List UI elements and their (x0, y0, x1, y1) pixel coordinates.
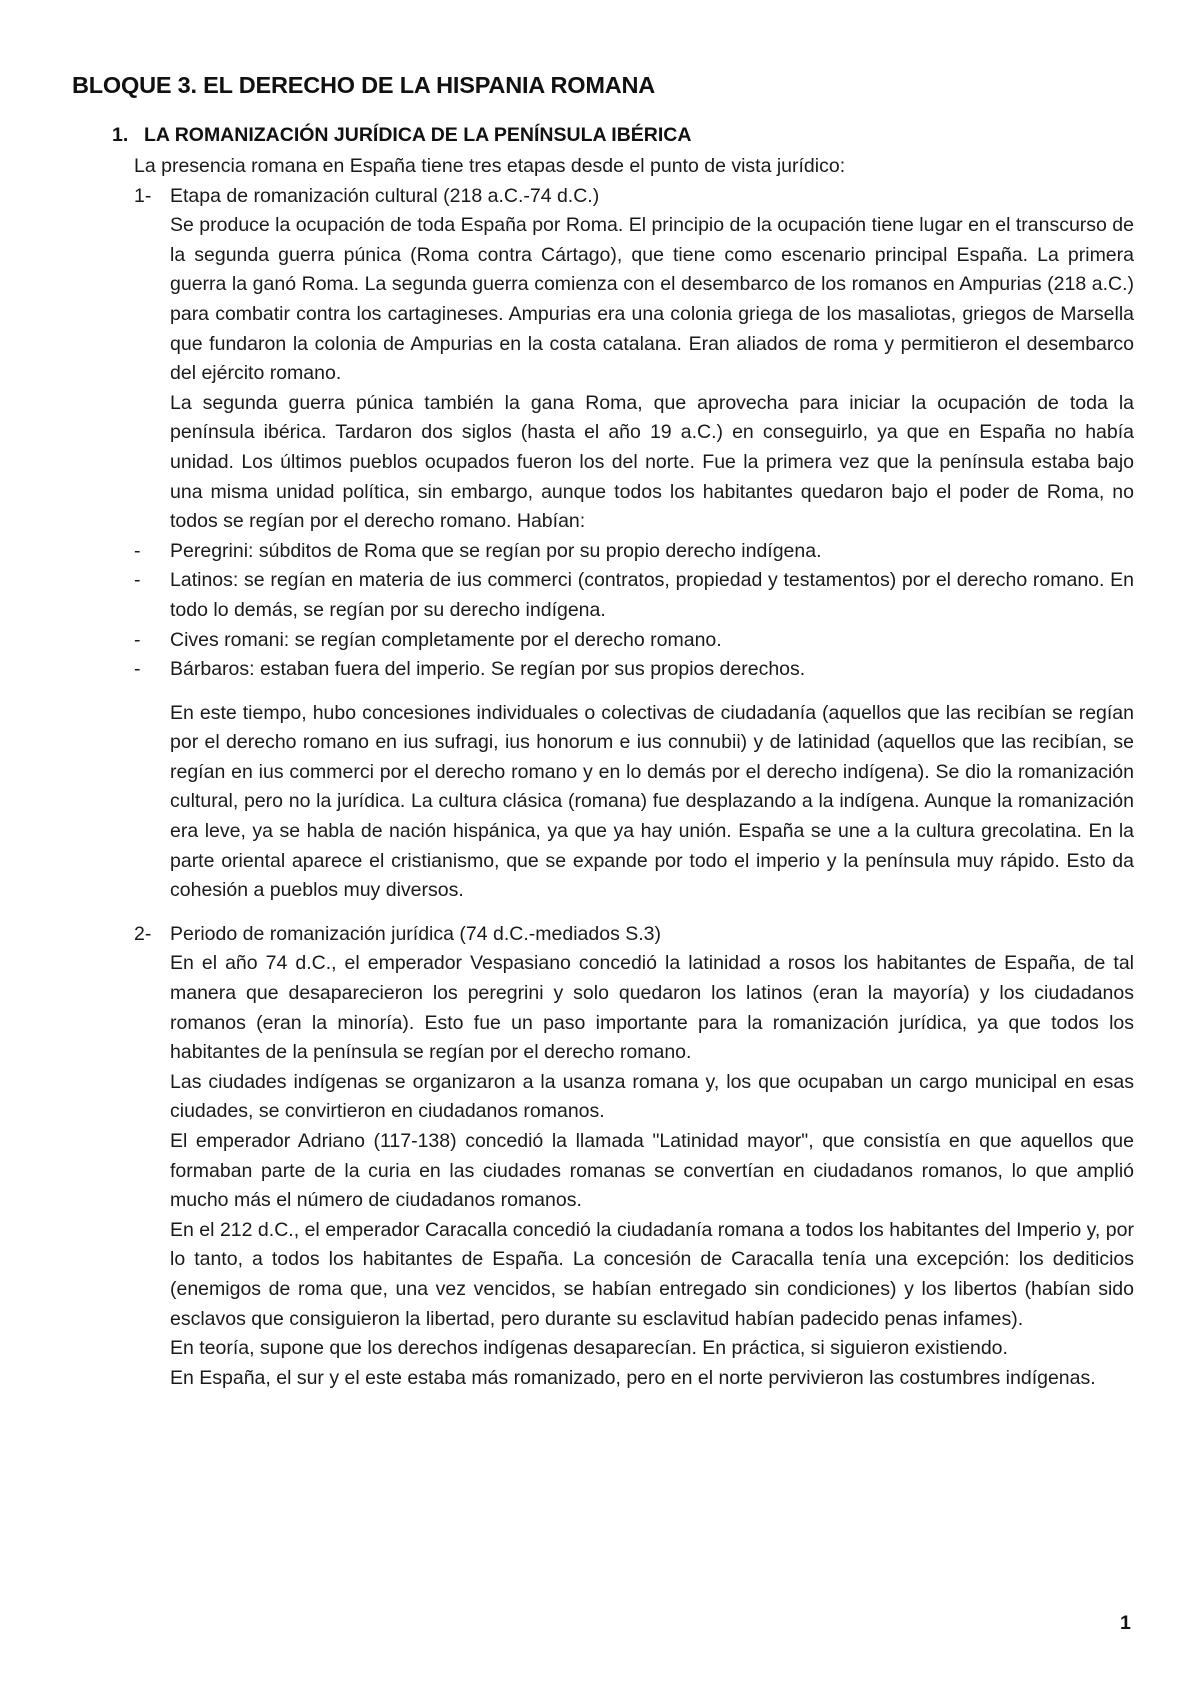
stage-1-heading: Etapa de romanización cultural (218 a.C.-74 d.C.) (170, 184, 600, 207)
stage-2 (134, 920, 1134, 1394)
document-title: BLOQUE 3. EL DERECHO DE LA HISPANIA ROMANA (72, 72, 656, 98)
stage-1-paragraph-3: En este tiempo, hubo concesiones individuales o colectivas de ciudadanía (aquellos que las recibían se regían por el derecho romano en ius sufragi, ius honorum e ius connubii) y de latinidad (aquellos que las recibían, se regían en ius commerci por el derecho romano y en lo demás por el derecho indígena). Se dio la romanización cultural, pero no la jurídica. La cultura clásica (romana) fue desplazando a la indígena. Aunque la romanización era leve, ya se habla de nación hispánica, ya que ya hay unión. España se une a la cultura grecolatina. En la parte oriental aparece el cristianismo, que se expande por todo el imperio y la península muy rápido. Esto da cohesión a pueblos muy diversos. (170, 701, 1134, 902)
spacer (144, 906, 1134, 920)
stage-1-paragraph-2: La segunda guerra púnica también la gana Roma, que aprovecha para iniciar la ocupación de toda la península ibérica. Tardaron dos siglos (hasta el año 19 a.C.) en conseguirlo, ya que en España no había unidad. Los últimos pueblos ocupados fueron los del norte. Fue la primera vez que la península estaba bajo una misma unidad política, sin embargo, aunque todos los habitantes quedaron bajo el poder de Roma, no todos se regían por el derecho romano. Habían: (170, 391, 1134, 533)
stage-1-paragraph-1: Se produce la ocupación de toda España por Roma. El principio de la ocupación tiene lugar en el transcurso de la segunda guerra púnica (Roma contra Cártago), que tiene como escenario principal España. La primera guerra la ganó Roma. La segunda guerra comienza con el desembarco de los romanos en Ampurias (218 a.C.) para combatir contra los cartagineses. Ampurias era una colonia griega de los masaliotas, griegos de Marsella que fundaron la colonia de Ampurias en la costa catalana. Eran aliados de roma y permitieron el desembarco del ejército romano. (170, 214, 1134, 385)
stage-1 (134, 182, 1134, 537)
stage-2-number: 2- (134, 922, 152, 945)
stage-2-paragraph-4: En el 212 d.C., el emperador Caracalla concedió la ciudadanía romana a todos los habitantes del Imperio y, por lo tanto, a todos los habitantes de España. La concesión de Caracalla tenía una excepción: los dediticios (enemigos de roma que, una vez vencidos, se habían entregado sin condiciones) y los libertos (habían sido esclavos que consiguieron la libertad, pero durante su esclavitud habían padecido penas infames). (170, 1218, 1134, 1330)
list-item: - Cives romani: se regían completamente por el derecho romano. (134, 628, 722, 651)
population-list (134, 537, 1134, 685)
document-body (134, 152, 1134, 1393)
stage-1-number: 1- (134, 184, 152, 207)
stage-2-paragraph-3: El emperador Adriano (117-138) concedió la llamada "Latinidad mayor", que consistía en que aquellos que formaban parte de la curia en las ciudades romanas se convertían en ciudadanos romanos, lo que amplió mucho más el número de ciudadanos romanos. (170, 1130, 1134, 1212)
stage-2-heading: Periodo de romanización jurídica (74 d.C.-mediados S.3) (170, 922, 661, 945)
list-item: - Bárbaros: estaban fuera del imperio. Se regían por sus propios derechos. (134, 658, 806, 681)
section-intro: La presencia romana en España tiene tres etapas desde el punto de vista jurídico: (134, 155, 846, 177)
list-item: - Latinos: se regían en materia de ius commerci (contratos, propiedad y testamentos) por el derecho romano. En todo lo demás, se regían por su derecho indígena. (134, 569, 1134, 621)
stage-2-paragraph-5: En teoría, supone que los derechos indígenas desaparecían. En práctica, si siguieron existiendo. (170, 1337, 1008, 1360)
stage-1-continued (134, 699, 1134, 906)
section-number: 1. (112, 124, 129, 146)
stage-2-paragraph-6: En España, el sur y el este estaba más romanizado, pero en el norte pervivieron las costumbres indígenas. (170, 1366, 1096, 1389)
stage-2-paragraph-2: Las ciudades indígenas se organizaron a la usanza romana y, los que ocupaban un cargo municipal en esas ciudades, se convirtieron en ciudadanos romanos. (170, 1070, 1134, 1123)
list-item: - Peregrini: súbditos de Roma que se regían por su propio derecho indígena. (134, 539, 822, 562)
stage-2-paragraph-1: En el año 74 d.C., el emperador Vespasiano concedió la latinidad a rosos los habitantes de España, de tal manera que desaparecieron los peregrini y solo quedaron los latinos (eran la mayoría) y los ciudadanos romanos (eran la minoría). Esto fue un paso importante para la romanización jurídica, ya que todos los habitantes de la península se regían por el derecho romano. (170, 952, 1134, 1064)
spacer (144, 685, 1134, 699)
page-number: 1 (1120, 1612, 1131, 1634)
section-heading: LA ROMANIZACIÓN JURÍDICA DE LA PENÍNSULA IBÉRICA (144, 124, 692, 146)
